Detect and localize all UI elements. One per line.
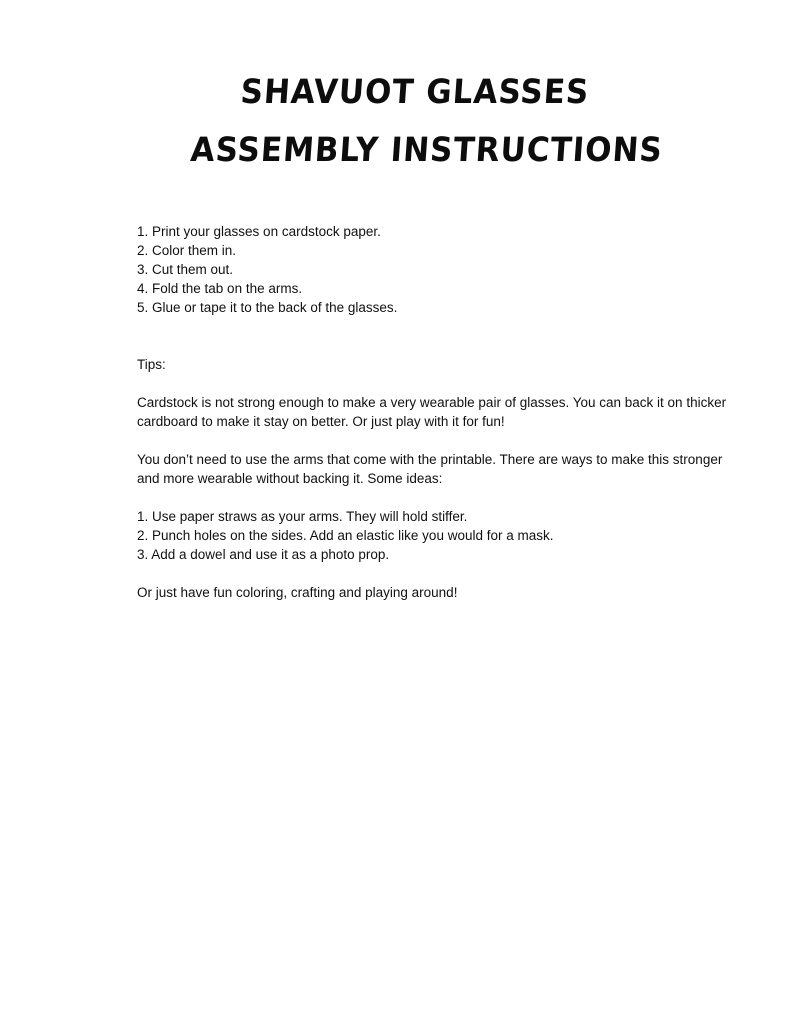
assembly-step: 5. Glue or tape it to the back of the glasses. [137, 300, 398, 315]
instructions-body [137, 222, 737, 602]
page-title-line-2: ASSEMBLY INSTRUCTIONS [189, 131, 665, 170]
idea-item: 1. Use paper straws as your arms. They will hold stiffer. [137, 509, 468, 524]
tips-heading: Tips: [137, 357, 166, 372]
assembly-step: 3. Cut them out. [137, 262, 234, 277]
tips-paragraph-cardstock: Cardstock is not strong enough to make a very wearable pair of glasses. You can back it on thicker cardboard to make it stay on better. Or just play with it for fun! [137, 395, 727, 429]
assembly-step: 2. Color them in. [137, 243, 237, 258]
assembly-step: 1. Print your glasses on cardstock paper. [137, 224, 381, 239]
closing-line: Or just have fun coloring, crafting and playing around! [137, 585, 458, 600]
assembly-steps-list [137, 222, 737, 317]
assembly-step: 4. Fold the tab on the arms. [137, 281, 303, 296]
idea-item: 2. Punch holes on the sides. Add an elastic like you would for a mask. [137, 528, 554, 543]
tips-paragraph-arms: You don’t need to use the arms that come with the printable. There are ways to make this stronger and more wearable without backing it. Some ideas: [137, 452, 723, 486]
ideas-list [137, 507, 737, 564]
idea-item: 3. Add a dowel and use it as a photo prop. [137, 547, 390, 562]
page-title-line-1: SHAVUOT GLASSES [239, 73, 591, 112]
